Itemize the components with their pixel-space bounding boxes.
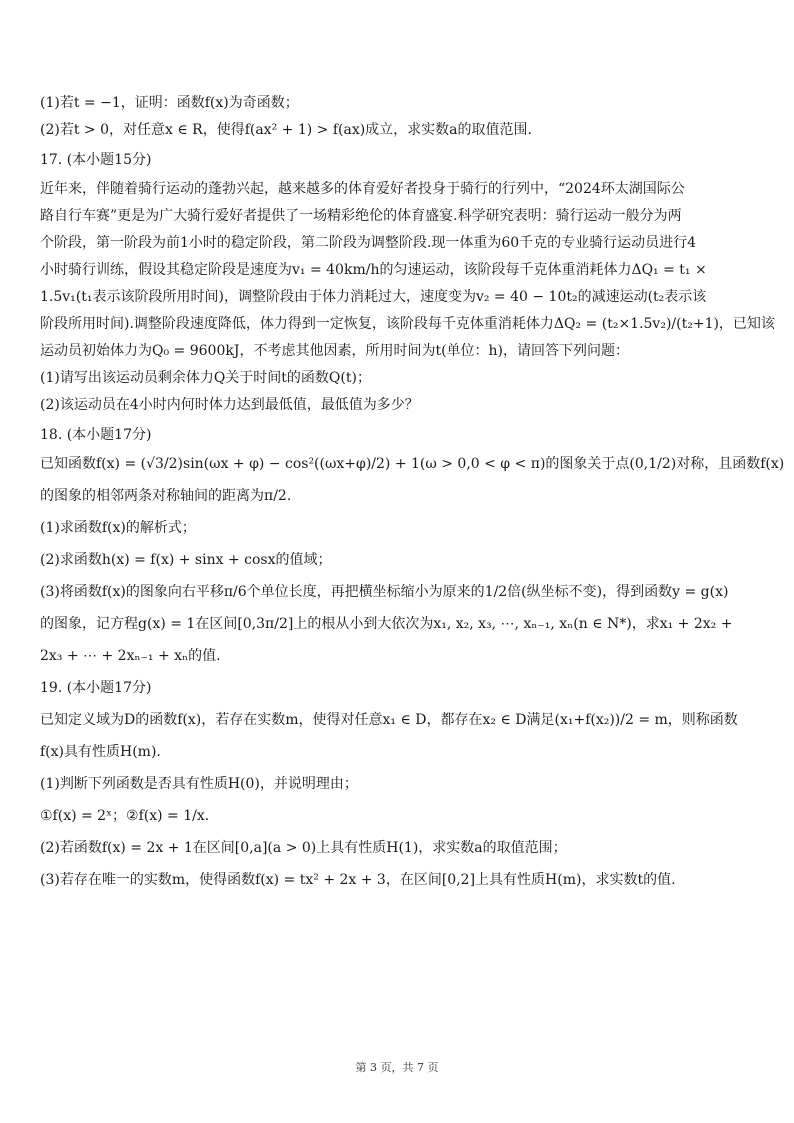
- sub-question: (1)判断下列函数是否具有性质H(0)，并说明理由；: [40, 776, 358, 792]
- paragraph-line: f(x)具有性质H(m).: [40, 744, 161, 760]
- question-18-header: 18. (本小题17分): [40, 427, 152, 443]
- sub-question: (1)若t = −1，证明：函数f(x)为奇函数；: [40, 95, 299, 111]
- page-content: [40, 93, 785, 897]
- paragraph-line: 个阶段，第一阶段为前1小时的稳定阶段，第二阶段为调整阶段.现一体重为60千克的专业骑行运动员进行4: [40, 235, 697, 251]
- sub-question: (3)将函数f(x)的图象向右平移π/6个单位长度，再把横坐标缩小为原来的1/2倍(纵坐标不变)，得到函数y = g(x): [40, 584, 729, 600]
- sub-question: (3)若存在唯一的实数m，使得函数f(x) = tx² + 2x + 3，在区间[0,2]上具有性质H(m)，求实数t的值.: [40, 872, 676, 888]
- paragraph-line: 已知函数f(x) = (√3/2)sin(ωx + φ) − cos²((ωx+φ)/2) + 1(ω > 0,0 < φ < π)的图象关于点(0,1/2)对称，且函数f(x): [40, 456, 785, 472]
- question-17-header: 17. (本小题15分): [40, 152, 152, 168]
- paragraph-line: 运动员初始体力为Q₀ = 9600kJ，不考虑其他因素，所用时间为t(单位：h)，请回答下列问题：: [40, 343, 630, 359]
- sub-question: (2)若函数f(x) = 2x + 1在区间[0,a](a > 0)上具有性质H(1)，求实数a的取值范围；: [40, 840, 567, 856]
- sub-question: 2x₃ + ⋯ + 2xₙ₋₁ + xₙ的值.: [40, 648, 221, 664]
- sub-question: 的图象，记方程g(x) = 1在区间[0,3π/2]上的根从小到大依次为x₁, x₂, x₃, ⋯, xₙ₋₁, xₙ(n ∈ N*)，求x₁ + 2x₂ +: [40, 616, 733, 632]
- paragraph-line: 小时骑行训练，假设其稳定阶段是速度为v₁ = 40km/h的匀速运动，该阶段每千克体重消耗体力ΔQ₁ = t₁ ×: [40, 262, 707, 278]
- paragraph-line: 阶段所用时间).调整阶段速度降低，体力得到一定恢复，该阶段每千克体重消耗体力ΔQ₂ = (t₂×1.5v₂)/(t₂+1)，已知该: [40, 316, 775, 332]
- sub-question: (2)该运动员在4小时内何时体力达到最低值，最低值为多少？: [40, 397, 419, 413]
- paragraph-line: 近年来，伴随着骑行运动的蓬勃兴起，越来越多的体育爱好者投身于骑行的行列中，“2024环太湖国际公: [40, 181, 685, 197]
- question-19-header: 19. (本小题17分): [40, 680, 152, 696]
- paragraph-line: 的图象的相邻两条对称轴间的距离为π/2.: [40, 488, 292, 504]
- paragraph-line: 1.5v₁(t₁表示该阶段所用时间)，调整阶段由于体力消耗过大，速度变为v₂ = 40 − 10t₂的减速运动(t₂表示该: [40, 289, 707, 305]
- paragraph-line: 已知定义域为D的函数f(x)，若存在实数m，使得对任意x₁ ∈ D，都存在x₂ ∈ D满足(x₁+f(x₂))/2 = m，则称函数: [40, 712, 738, 728]
- sub-question: (1)请写出该运动员剩余体力Q关于时间t的函数Q(t)；: [40, 370, 371, 386]
- paragraph-line: 路自行车赛”更是为广大骑行爱好者提供了一场精彩绝伦的体育盛宴.科学研究表明：骑行运动一般分为两: [40, 208, 682, 224]
- sub-question: ①f(x) = 2ˣ；②f(x) = 1/x.: [40, 808, 210, 824]
- sub-question: (2)若t > 0，对任意x ∈ R，使得f(ax² + 1) > f(ax)成立，求实数a的取值范围.: [40, 122, 532, 138]
- page-footer: 第 3 页，共 7 页: [355, 1061, 439, 1074]
- sub-question: (1)求函数f(x)的解析式；: [40, 520, 196, 536]
- sub-question: (2)求函数h(x) = f(x) + sinx + cosx的值域；: [40, 552, 332, 568]
